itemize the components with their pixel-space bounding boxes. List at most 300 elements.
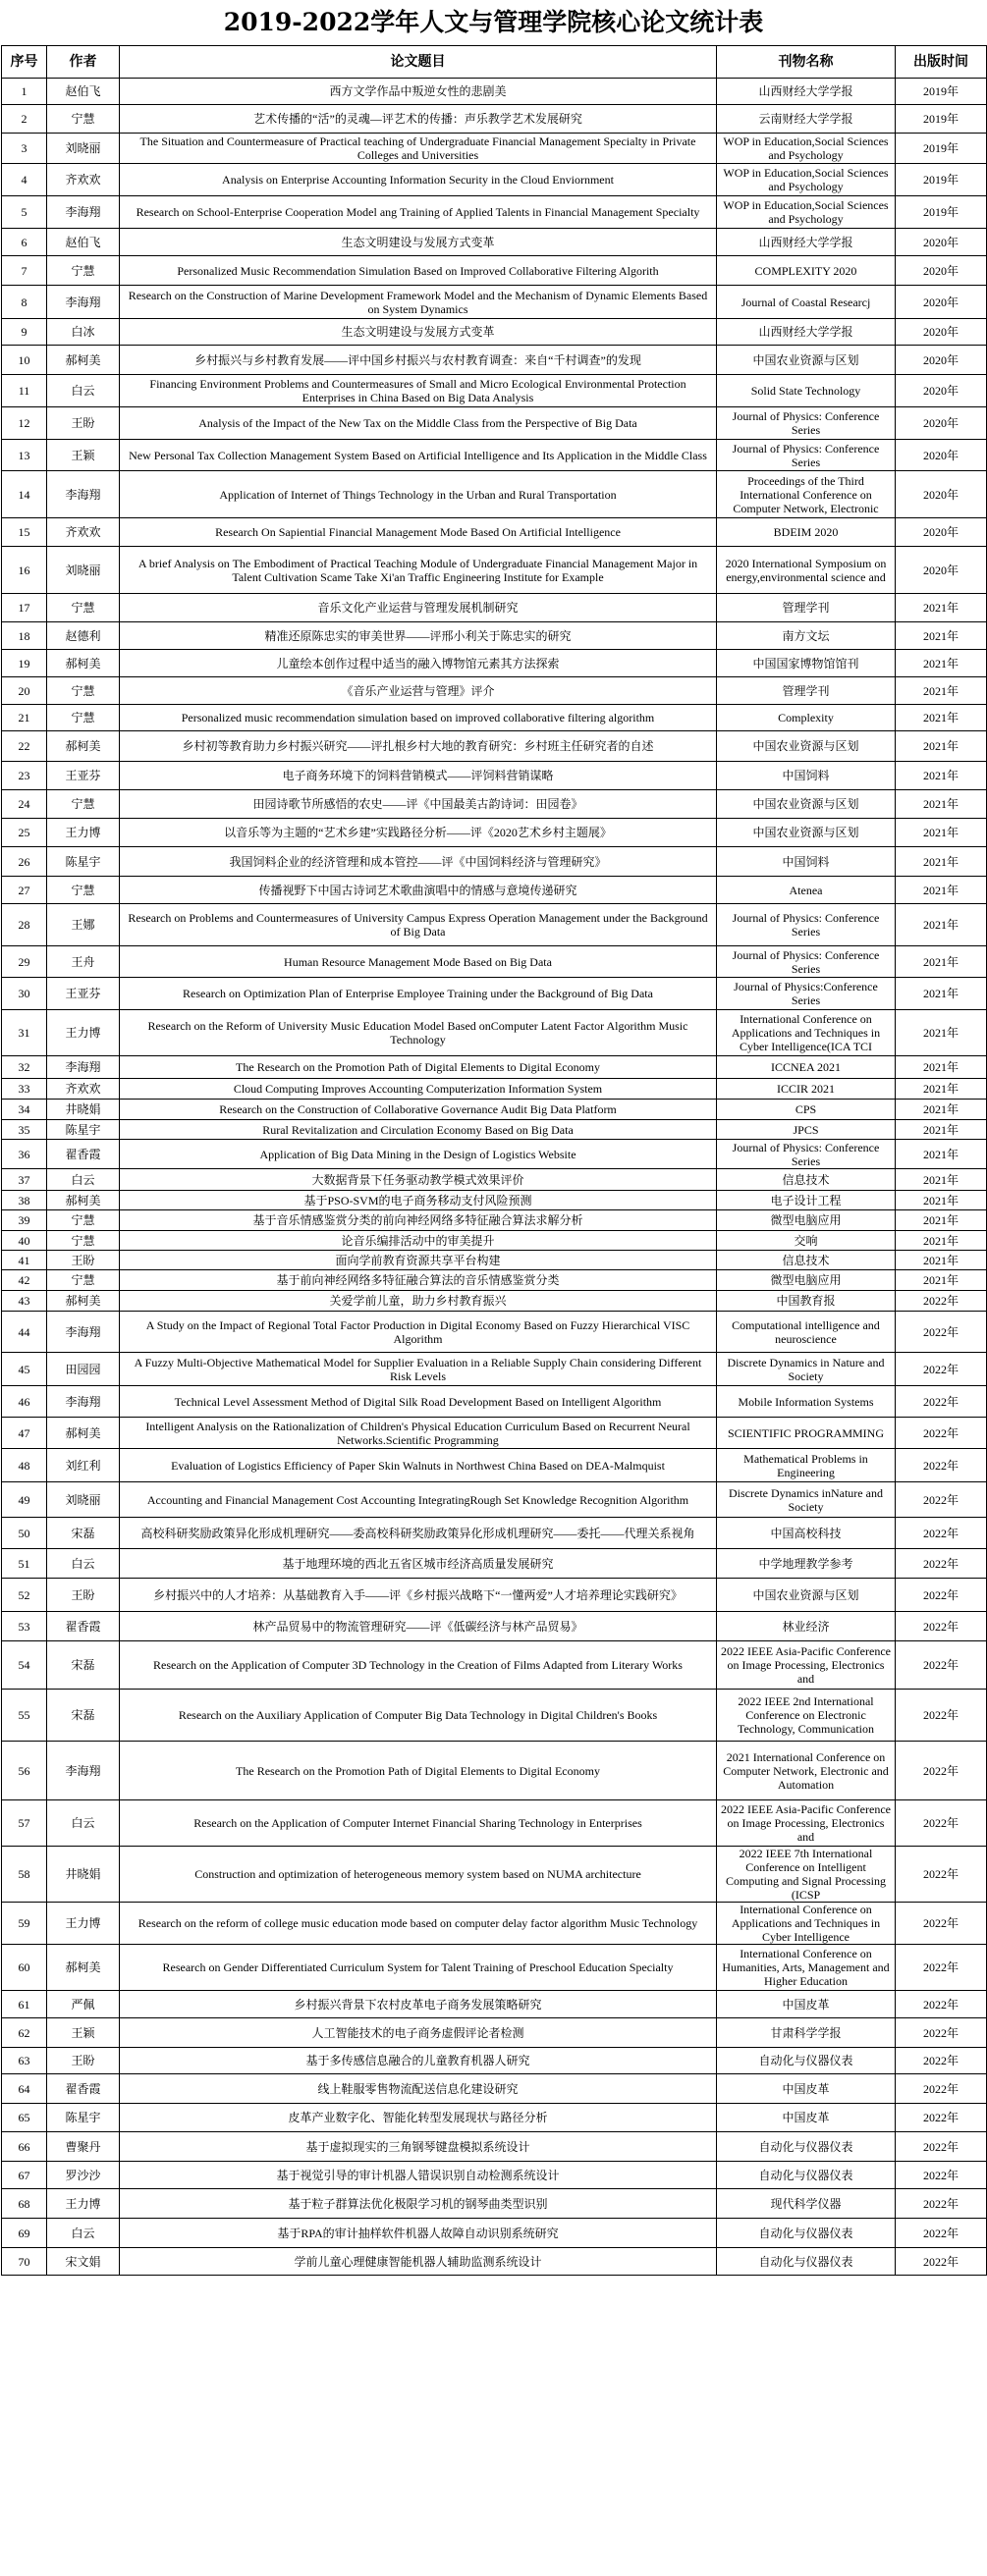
row-index: 46	[2, 1386, 47, 1418]
row-journal: 自动化与仪器仪表	[717, 2248, 896, 2276]
row-author: 郝柯美	[47, 1418, 120, 1449]
row-index: 62	[2, 2018, 47, 2048]
row-index: 2	[2, 105, 47, 134]
row-author: 刘晓丽	[47, 547, 120, 594]
table-row	[2, 134, 987, 164]
row-author: 王力博	[47, 819, 120, 847]
row-title: 基于音乐情感鉴赏分类的前向神经网络多特征融合算法求解分析	[120, 1210, 717, 1231]
row-index: 44	[2, 1312, 47, 1353]
row-date: 2022年	[896, 1847, 987, 1903]
table-row	[2, 594, 987, 622]
row-index: 37	[2, 1169, 47, 1191]
table-row	[2, 650, 987, 677]
table-row	[2, 2189, 987, 2219]
row-journal: Journal of Physics: Conference Series	[717, 440, 896, 471]
row-journal: 信息技术	[717, 1169, 896, 1191]
table-row	[2, 1386, 987, 1418]
row-author: 王娜	[47, 904, 120, 946]
row-author: 刘红利	[47, 1449, 120, 1482]
row-index: 29	[2, 946, 47, 978]
row-title: 电子商务环境下的饲料营销模式——评饲料营销谋略	[120, 762, 717, 790]
table-row	[2, 1140, 987, 1169]
row-title: Accounting and Financial Management Cost Accounting IntegratingRough Set Knowledge Recognition Algorithm	[120, 1482, 717, 1518]
table-row	[2, 346, 987, 375]
row-title: 传播视野下中国古诗词艺术歌曲演唱中的情感与意境传递研究	[120, 877, 717, 904]
row-journal: Complexity	[717, 705, 896, 731]
row-title: Research on Optimization Plan of Enterprise Employee Training under the Background of Big Data	[120, 978, 717, 1010]
table-row	[2, 847, 987, 877]
table-row	[2, 1169, 987, 1191]
row-title: Construction and optimization of heterogeneous memory system based on NUMA architecture	[120, 1847, 717, 1903]
row-title: Research on the Auxiliary Application of Computer Big Data Technology in Digital Children's Books	[120, 1690, 717, 1742]
row-journal: Proceedings of the Third International Conference on Computer Network, Electronic	[717, 471, 896, 518]
row-author: 赵伯飞	[47, 229, 120, 256]
row-title: Financing Environment Problems and Countermeasures of Small and Micro Ecological Environmental Protection Enterprises in China Based on Big Data Analysis	[120, 375, 717, 407]
row-journal: JPCS	[717, 1120, 896, 1140]
row-title: Application of Internet of Things Technology in the Urban and Rural Transportation	[120, 471, 717, 518]
row-index: 16	[2, 547, 47, 594]
row-date: 2022年	[896, 2162, 987, 2189]
row-title: 线上鞋服零售物流配送信息化建设研究	[120, 2074, 717, 2104]
table-row	[2, 229, 987, 256]
row-title: 人工智能技术的电子商务虚假评论者检测	[120, 2018, 717, 2048]
row-date: 2022年	[896, 1418, 987, 1449]
header-date: 出版时间	[896, 46, 987, 79]
row-date: 2021年	[896, 946, 987, 978]
row-index: 48	[2, 1449, 47, 1482]
row-author: 宁慧	[47, 790, 120, 819]
row-author: 白冰	[47, 319, 120, 346]
table-row	[2, 1579, 987, 1612]
row-date: 2020年	[896, 547, 987, 594]
row-index: 45	[2, 1353, 47, 1386]
row-title: Research on the Application of Computer 3D Technology in the Creation of Films Adapted from Literary Works	[120, 1641, 717, 1690]
row-date: 2021年	[896, 677, 987, 705]
row-journal: Mobile Information Systems	[717, 1386, 896, 1418]
row-date: 2022年	[896, 1903, 987, 1945]
table-row	[2, 256, 987, 286]
row-title: 基于PSO-SVM的电子商务移动支付风险预测	[120, 1191, 717, 1210]
row-date: 2022年	[896, 1991, 987, 2018]
row-author: 郝柯美	[47, 1945, 120, 1991]
row-journal: ICCIR 2021	[717, 1079, 896, 1100]
row-date: 2021年	[896, 904, 987, 946]
row-author: 李海翔	[47, 196, 120, 229]
row-title: 基于地理环境的西北五省区城市经济高质量发展研究	[120, 1549, 717, 1579]
row-journal: SCIENTIFIC PROGRAMMING	[717, 1418, 896, 1449]
row-date: 2022年	[896, 1945, 987, 1991]
row-date: 2021年	[896, 705, 987, 731]
row-date: 2022年	[896, 1612, 987, 1641]
row-title: The Research on the Promotion Path of Digital Elements to Digital Economy	[120, 1056, 717, 1079]
row-date: 2022年	[896, 1312, 987, 1353]
row-author: 宁慧	[47, 1270, 120, 1291]
row-journal: COMPLEXITY 2020	[717, 256, 896, 286]
table-row	[2, 946, 987, 978]
row-author: 宁慧	[47, 1210, 120, 1231]
row-title: Analysis on Enterprise Accounting Information Security in the Cloud Enviornment	[120, 164, 717, 196]
row-author: 王舟	[47, 946, 120, 978]
table-row	[2, 1518, 987, 1549]
row-journal: 自动化与仪器仪表	[717, 2162, 896, 2189]
row-title: A brief Analysis on The Embodiment of Practical Teaching Module of Undergraduate Financial Management Major in Talent Cultivation Scame Take Xi'an Traffic Engineering Institute for Example	[120, 547, 717, 594]
row-date: 2021年	[896, 731, 987, 762]
row-index: 67	[2, 2162, 47, 2189]
row-author: 李海翔	[47, 471, 120, 518]
table-row	[2, 1641, 987, 1690]
row-author: 宁慧	[47, 594, 120, 622]
row-author: 曹聚丹	[47, 2132, 120, 2162]
row-date: 2021年	[896, 1120, 987, 1140]
row-journal: 中国农业资源与区划	[717, 790, 896, 819]
row-author: 宋磊	[47, 1518, 120, 1549]
row-index: 60	[2, 1945, 47, 1991]
row-index: 40	[2, 1231, 47, 1251]
row-title: 高校科研奖励政策异化形成机理研究——委高校科研奖励政策异化形成机理研究——委托——代理关系视角	[120, 1518, 717, 1549]
row-date: 2020年	[896, 346, 987, 375]
row-title: 面向学前教育资源共享平台构建	[120, 1251, 717, 1270]
row-journal: Discrete Dynamics in Nature and Society	[717, 1353, 896, 1386]
row-author: 宋磊	[47, 1641, 120, 1690]
row-date: 2021年	[896, 1169, 987, 1191]
row-journal: 交响	[717, 1231, 896, 1251]
row-journal: 2021 International Conference on Computer Network, Electronic and Automation	[717, 1742, 896, 1800]
row-author: 宁慧	[47, 1231, 120, 1251]
table-row	[2, 1251, 987, 1270]
row-index: 47	[2, 1418, 47, 1449]
row-author: 王力博	[47, 1903, 120, 1945]
row-author: 宋文娟	[47, 2248, 120, 2276]
row-date: 2022年	[896, 2048, 987, 2074]
row-index: 59	[2, 1903, 47, 1945]
row-title: 田园诗歌节所感悟的农史——评《中国最美古韵诗词：田园卷》	[120, 790, 717, 819]
row-author: 井晓娟	[47, 1100, 120, 1120]
row-title: 学前儿童心理健康智能机器人辅助监测系统设计	[120, 2248, 717, 2276]
row-date: 2022年	[896, 1690, 987, 1742]
row-date: 2021年	[896, 790, 987, 819]
row-date: 2022年	[896, 2018, 987, 2048]
row-journal: WOP in Education,Social Sciences and Psychology	[717, 164, 896, 196]
row-journal: 微型电脑应用	[717, 1210, 896, 1231]
table-row	[2, 1312, 987, 1353]
table-row	[2, 877, 987, 904]
row-journal: 山西财经大学学报	[717, 79, 896, 105]
row-date: 2021年	[896, 1191, 987, 1210]
table-row	[2, 1847, 987, 1903]
row-index: 54	[2, 1641, 47, 1690]
row-author: 李海翔	[47, 1386, 120, 1418]
row-date: 2021年	[896, 877, 987, 904]
row-journal: 2022 IEEE Asia-Pacific Conference on Image Processing, Electronics and	[717, 1641, 896, 1690]
row-date: 2020年	[896, 471, 987, 518]
table-row	[2, 1690, 987, 1742]
row-author: 王盼	[47, 1579, 120, 1612]
row-date: 2021年	[896, 1210, 987, 1231]
row-title: Research on the Construction of Collaborative Governance Audit Big Data Platform	[120, 1100, 717, 1120]
row-index: 18	[2, 622, 47, 650]
row-index: 53	[2, 1612, 47, 1641]
row-index: 50	[2, 1518, 47, 1549]
row-author: 陈星宇	[47, 1120, 120, 1140]
row-author: 陈星宇	[47, 2104, 120, 2132]
row-date: 2019年	[896, 164, 987, 196]
row-journal: Journal of Physics: Conference Series	[717, 407, 896, 440]
row-title: 基于粒子群算法优化极限学习机的钢琴曲类型识别	[120, 2189, 717, 2219]
row-journal: 中国皮革	[717, 2074, 896, 2104]
row-author: 白云	[47, 2219, 120, 2248]
table-row	[2, 440, 987, 471]
row-date: 2021年	[896, 1270, 987, 1291]
row-journal: 中国农业资源与区划	[717, 819, 896, 847]
row-date: 2022年	[896, 1579, 987, 1612]
header-index: 序号	[2, 46, 47, 79]
row-index: 63	[2, 2048, 47, 2074]
row-date: 2021年	[896, 622, 987, 650]
row-journal: Journal of Physics: Conference Series	[717, 1140, 896, 1169]
row-index: 6	[2, 229, 47, 256]
row-author: 白云	[47, 1169, 120, 1191]
row-title: Technical Level Assessment Method of Digital Silk Road Development Based on Intelligent Algorithm	[120, 1386, 717, 1418]
row-index: 13	[2, 440, 47, 471]
row-index: 25	[2, 819, 47, 847]
row-index: 32	[2, 1056, 47, 1079]
table-row	[2, 79, 987, 105]
row-title: 乡村振兴中的人才培养：从基础教育入手——评《乡村振兴战略下“一懂两爱”人才培养理论实践研究》	[120, 1579, 717, 1612]
row-title: Evaluation of Logistics Efficiency of Paper Skin Walnuts in Northwest China Based on DEA-Malmquist	[120, 1449, 717, 1482]
row-index: 49	[2, 1482, 47, 1518]
row-title: Personalized music recommendation simulation based on improved collaborative filtering algorithm	[120, 705, 717, 731]
row-author: 赵德利	[47, 622, 120, 650]
row-index: 41	[2, 1251, 47, 1270]
row-journal: WOP in Education,Social Sciences and Psychology	[717, 196, 896, 229]
row-index: 9	[2, 319, 47, 346]
row-index: 3	[2, 134, 47, 164]
row-title: 生态文明建设与发展方式变革	[120, 319, 717, 346]
row-journal: 中国农业资源与区划	[717, 1579, 896, 1612]
row-author: 李海翔	[47, 1312, 120, 1353]
table-row	[2, 705, 987, 731]
table-header-row	[2, 46, 987, 79]
row-date: 2021年	[896, 978, 987, 1010]
row-journal: 中国皮革	[717, 2104, 896, 2132]
table-row	[2, 1612, 987, 1641]
row-index: 4	[2, 164, 47, 196]
row-author: 王盼	[47, 407, 120, 440]
table-row	[2, 677, 987, 705]
table-row	[2, 1010, 987, 1056]
row-index: 23	[2, 762, 47, 790]
row-title: 基于视觉引导的审计机器人错误识别自动检测系统设计	[120, 2162, 717, 2189]
row-date: 2022年	[896, 2219, 987, 2248]
header-author: 作者	[47, 46, 120, 79]
row-journal: 2022 IEEE Asia-Pacific Conference on Image Processing, Electronics and	[717, 1800, 896, 1847]
row-author: 王颖	[47, 440, 120, 471]
table-row	[2, 2104, 987, 2132]
row-journal: Journal of Physics:Conference Series	[717, 978, 896, 1010]
table-row	[2, 1100, 987, 1120]
row-date: 2022年	[896, 2189, 987, 2219]
row-index: 64	[2, 2074, 47, 2104]
row-date: 2019年	[896, 79, 987, 105]
row-date: 2019年	[896, 134, 987, 164]
row-journal: BDEIM 2020	[717, 518, 896, 547]
row-author: 宁慧	[47, 877, 120, 904]
table-row	[2, 762, 987, 790]
row-author: 王颖	[47, 2018, 120, 2048]
row-date: 2021年	[896, 819, 987, 847]
row-author: 齐欢欢	[47, 164, 120, 196]
table-row	[2, 1945, 987, 1991]
row-author: 严佩	[47, 1991, 120, 2018]
table-row	[2, 1120, 987, 1140]
row-journal: 中学地理教学参考	[717, 1549, 896, 1579]
row-index: 69	[2, 2219, 47, 2248]
row-journal: 中国教育报	[717, 1291, 896, 1312]
row-title: 音乐文化产业运营与管理发展机制研究	[120, 594, 717, 622]
row-index: 36	[2, 1140, 47, 1169]
row-author: 翟香霞	[47, 2074, 120, 2104]
row-title: Research on the Construction of Marine Development Framework Model and the Mechanism of Dynamic Elements Based on System Dynamics	[120, 286, 717, 319]
row-title: 儿童绘本创作过程中适当的融入博物馆元素其方法探索	[120, 650, 717, 677]
row-date: 2022年	[896, 1291, 987, 1312]
table-row	[2, 2132, 987, 2162]
page-title: 2019-2022学年人文与管理学院核心论文统计表	[223, 8, 764, 36]
row-index: 17	[2, 594, 47, 622]
table-row	[2, 1903, 987, 1945]
row-journal: 山西财经大学学报	[717, 319, 896, 346]
row-journal: 自动化与仪器仪表	[717, 2219, 896, 2248]
row-title: A Study on the Impact of Regional Total Factor Production in Digital Economy Based on Fuzzy Hierarchical VISC Algorithm	[120, 1312, 717, 1353]
row-index: 65	[2, 2104, 47, 2132]
row-index: 30	[2, 978, 47, 1010]
row-index: 8	[2, 286, 47, 319]
row-title: 林产品贸易中的物流管理研究——评《低碳经济与林产品贸易》	[120, 1612, 717, 1641]
row-index: 1	[2, 79, 47, 105]
row-date: 2022年	[896, 2132, 987, 2162]
table-row	[2, 1991, 987, 2018]
row-date: 2020年	[896, 256, 987, 286]
row-title: The Situation and Countermeasure of Practical teaching of Undergraduate Financial Management Specialty in Private Colleges and Universities	[120, 134, 717, 164]
table-row	[2, 518, 987, 547]
table-row	[2, 319, 987, 346]
row-date: 2022年	[896, 1641, 987, 1690]
row-author: 王盼	[47, 2048, 120, 2074]
table-row	[2, 731, 987, 762]
row-journal: Solid State Technology	[717, 375, 896, 407]
row-author: 齐欢欢	[47, 1079, 120, 1100]
row-date: 2022年	[896, 1518, 987, 1549]
row-author: 陈星宇	[47, 847, 120, 877]
table-row	[2, 1191, 987, 1210]
row-journal: 微型电脑应用	[717, 1270, 896, 1291]
row-title: 论音乐编排活动中的审美提升	[120, 1231, 717, 1251]
row-title: 以音乐等为主题的“艺术乡建”实践路径分析——评《2020艺术乡村主题展》	[120, 819, 717, 847]
row-index: 21	[2, 705, 47, 731]
row-title: 我国饲料企业的经济管理和成本管控——评《中国饲料经济与管理研究》	[120, 847, 717, 877]
table-row	[2, 407, 987, 440]
row-date: 2022年	[896, 1549, 987, 1579]
row-journal: International Conference on Applications and Techniques in Cyber Intelligence(ICA TCI	[717, 1010, 896, 1056]
row-index: 43	[2, 1291, 47, 1312]
row-journal: WOP in Education,Social Sciences and Psychology	[717, 134, 896, 164]
table-row	[2, 622, 987, 650]
row-date: 2021年	[896, 1231, 987, 1251]
row-index: 66	[2, 2132, 47, 2162]
row-journal: 甘肃科学学报	[717, 2018, 896, 2048]
row-journal: International Conference on Humanities, Arts, Management and Higher Education	[717, 1945, 896, 1991]
row-date: 2020年	[896, 518, 987, 547]
row-journal: 2022 IEEE 2nd International Conference on Electronic Technology, Communication	[717, 1690, 896, 1742]
row-title: 乡村初等教育助力乡村振兴研究——评扎根乡村大地的教育研究：乡村班主任研究者的自述	[120, 731, 717, 762]
row-title: 基于虚拟现实的三角钢琴键盘模拟系统设计	[120, 2132, 717, 2162]
table-row	[2, 1079, 987, 1100]
row-title: Research On Sapiential Financial Management Mode Based On Artificial Intelligence	[120, 518, 717, 547]
row-author: 李海翔	[47, 286, 120, 319]
row-title: Personalized Music Recommendation Simulation Based on Improved Collaborative Filtering Algorith	[120, 256, 717, 286]
row-date: 2020年	[896, 229, 987, 256]
row-title: Research on School-Enterprise Cooperation Model ang Training of Applied Talents in Financial Management Specialty	[120, 196, 717, 229]
row-title: Rural Revitalization and Circulation Economy Based on Big Data	[120, 1120, 717, 1140]
row-index: 52	[2, 1579, 47, 1612]
row-index: 7	[2, 256, 47, 286]
row-title: Human Resource Management Mode Based on Big Data	[120, 946, 717, 978]
row-index: 5	[2, 196, 47, 229]
row-index: 28	[2, 904, 47, 946]
row-author: 齐欢欢	[47, 518, 120, 547]
table-row	[2, 1742, 987, 1800]
row-date: 2020年	[896, 319, 987, 346]
row-journal: 中国饲料	[717, 762, 896, 790]
row-date: 2022年	[896, 2104, 987, 2132]
row-date: 2021年	[896, 650, 987, 677]
row-author: 郝柯美	[47, 1191, 120, 1210]
row-date: 2022年	[896, 1800, 987, 1847]
table-row	[2, 196, 987, 229]
row-journal: 南方文坛	[717, 622, 896, 650]
row-index: 61	[2, 1991, 47, 2018]
table-row	[2, 1353, 987, 1386]
row-title: 乡村振兴背景下农村皮革电子商务发展策略研究	[120, 1991, 717, 2018]
row-journal: CPS	[717, 1100, 896, 1120]
row-index: 19	[2, 650, 47, 677]
row-journal: 中国高校科技	[717, 1518, 896, 1549]
row-date: 2021年	[896, 1251, 987, 1270]
row-journal: 电子设计工程	[717, 1191, 896, 1210]
table-row	[2, 2219, 987, 2248]
row-journal: International Conference on Applications and Techniques in Cyber Intelligence	[717, 1903, 896, 1945]
row-index: 57	[2, 1800, 47, 1847]
table-row	[2, 1291, 987, 1312]
table-row	[2, 547, 987, 594]
table-row	[2, 286, 987, 319]
row-journal: 自动化与仪器仪表	[717, 2132, 896, 2162]
table-row	[2, 790, 987, 819]
table-row	[2, 1482, 987, 1518]
row-date: 2022年	[896, 2248, 987, 2276]
table-row	[2, 1210, 987, 1231]
row-date: 2019年	[896, 105, 987, 134]
row-title: 关爱学前儿童，助力乡村教育振兴	[120, 1291, 717, 1312]
row-date: 2021年	[896, 1100, 987, 1120]
row-author: 翟香霞	[47, 1612, 120, 1641]
row-index: 22	[2, 731, 47, 762]
row-author: 郝柯美	[47, 1291, 120, 1312]
row-index: 11	[2, 375, 47, 407]
row-index: 34	[2, 1100, 47, 1120]
row-index: 42	[2, 1270, 47, 1291]
row-journal: Journal of Physics: Conference Series	[717, 904, 896, 946]
row-title: Research on the Reform of University Music Education Model Based onComputer Latent Factor Algorithm Music Technology	[120, 1010, 717, 1056]
